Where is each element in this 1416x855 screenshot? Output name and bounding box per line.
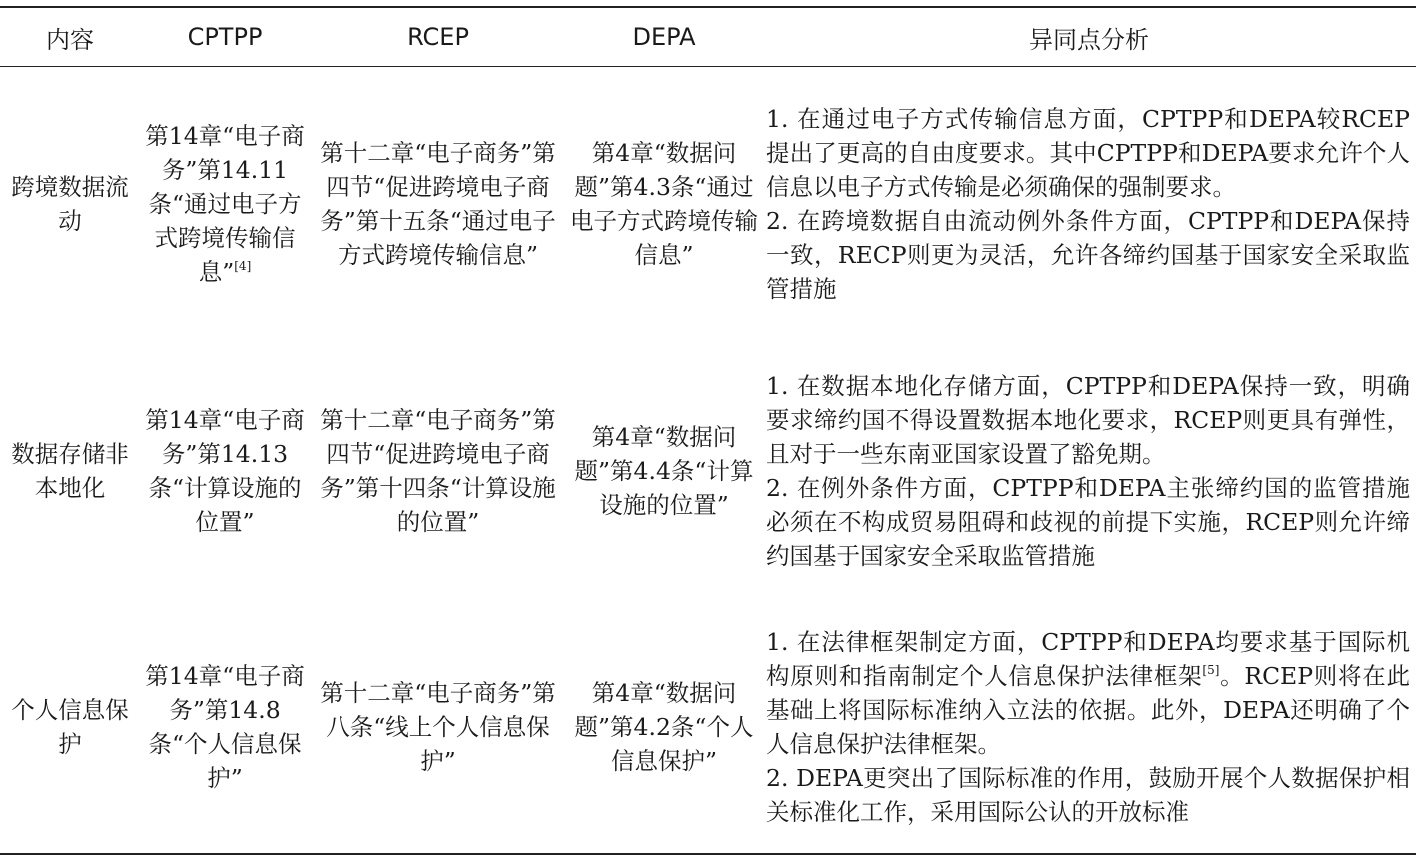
cell-content: 跨境数据流动 <box>11 173 129 235</box>
cell-cptpp-text: 第14章“电子商务”第14.11条“通过电子方式跨境传输信息” <box>145 122 305 286</box>
analysis-point-2: 2. 在跨境数据自由流动例外条件方面，CPTPP和DEPA保持一致，RECP则更为灵活，允许各缔约国基于国家安全采取监管措施 <box>766 207 1410 303</box>
analysis-point-1-text-cont: 。RCEP则将在此基础上将国际标准纳入立法的依据。此外，DEPA还明确了个人信息保护法律框架。 <box>766 662 1410 758</box>
table-row <box>0 601 1416 854</box>
analysis-point-1-text: 1. 在法律框架制定方面，CPTPP和DEPA均要求基于国际机构原则和指南制定个人信息保护法律框架 <box>766 628 1410 690</box>
header-analysis: 异同点分析 <box>762 7 1416 67</box>
header-row <box>0 7 1416 67</box>
cell-analysis <box>762 67 1416 342</box>
analysis-point-1: 1. 在通过电子方式传输信息方面，CPTPP和DEPA较RCEP提出了更高的自由度要求。其中CPTPP和DEPA要求允许个人信息以电子方式传输是必须确保的强制要求。 <box>766 105 1410 201</box>
analysis-point-1 <box>766 625 1410 761</box>
cell-rcep: 第十二章“电子商务”第八条“线上个人信息保护” <box>310 601 566 854</box>
cell-cptpp: 第14章“电子商务”第14.8条“个人信息保护” <box>140 601 310 854</box>
header-cptpp: CPTPP <box>140 7 310 67</box>
header-rcep: RCEP <box>310 7 566 67</box>
header-content: 内容 <box>0 7 140 67</box>
comparison-table <box>0 6 1416 855</box>
cell-analysis <box>762 601 1416 854</box>
cell-analysis <box>762 341 1416 601</box>
cell-cptpp <box>140 67 310 342</box>
analysis-point-2: 2. DEPA更突出了国际标准的作用，鼓励开展个人数据保护相关标准化工作，采用国际公认的开放标准 <box>766 764 1410 826</box>
cell-rcep: 第十二章“电子商务”第四节“促进跨境电子商务”第十五条“通过电子方式跨境传输信息” <box>320 139 556 269</box>
citation-ref: [4] <box>234 259 252 273</box>
cell-depa: 第4章“数据问题”第4.3条“通过电子方式跨境传输信息” <box>570 139 758 269</box>
cell-depa: 第4章“数据问题”第4.4条“计算设施的位置” <box>574 423 754 519</box>
cell-depa: 第4章“数据问题”第4.2条“个人信息保护” <box>566 601 762 854</box>
table-row <box>0 67 1416 342</box>
cell-rcep: 第十二章“电子商务”第四节“促进跨境电子商务”第十四条“计算设施的位置” <box>320 406 556 536</box>
cell-cptpp: 第14章“电子商务”第14.13条“计算设施的位置” <box>145 406 305 536</box>
cell-content: 个人信息保护 <box>0 601 140 854</box>
table-row <box>0 341 1416 601</box>
header-depa: DEPA <box>566 7 762 67</box>
analysis-point-1: 1. 在数据本地化存储方面，CPTPP和DEPA保持一致，明确要求缔约国不得设置数据本地化要求，RCEP则更具有弹性，且对于一些东南亚国家设置了豁免期。 <box>766 372 1410 468</box>
cell-content: 数据存储非本地化 <box>11 440 129 502</box>
analysis-point-2: 2. 在例外条件方面，CPTPP和DEPA主张缔约国的监管措施必须在不构成贸易阻碍和歧视的前提下实施，RCEP则允许缔约国基于国家安全采取监管措施 <box>766 474 1410 570</box>
citation-ref: [5] <box>1202 663 1220 677</box>
